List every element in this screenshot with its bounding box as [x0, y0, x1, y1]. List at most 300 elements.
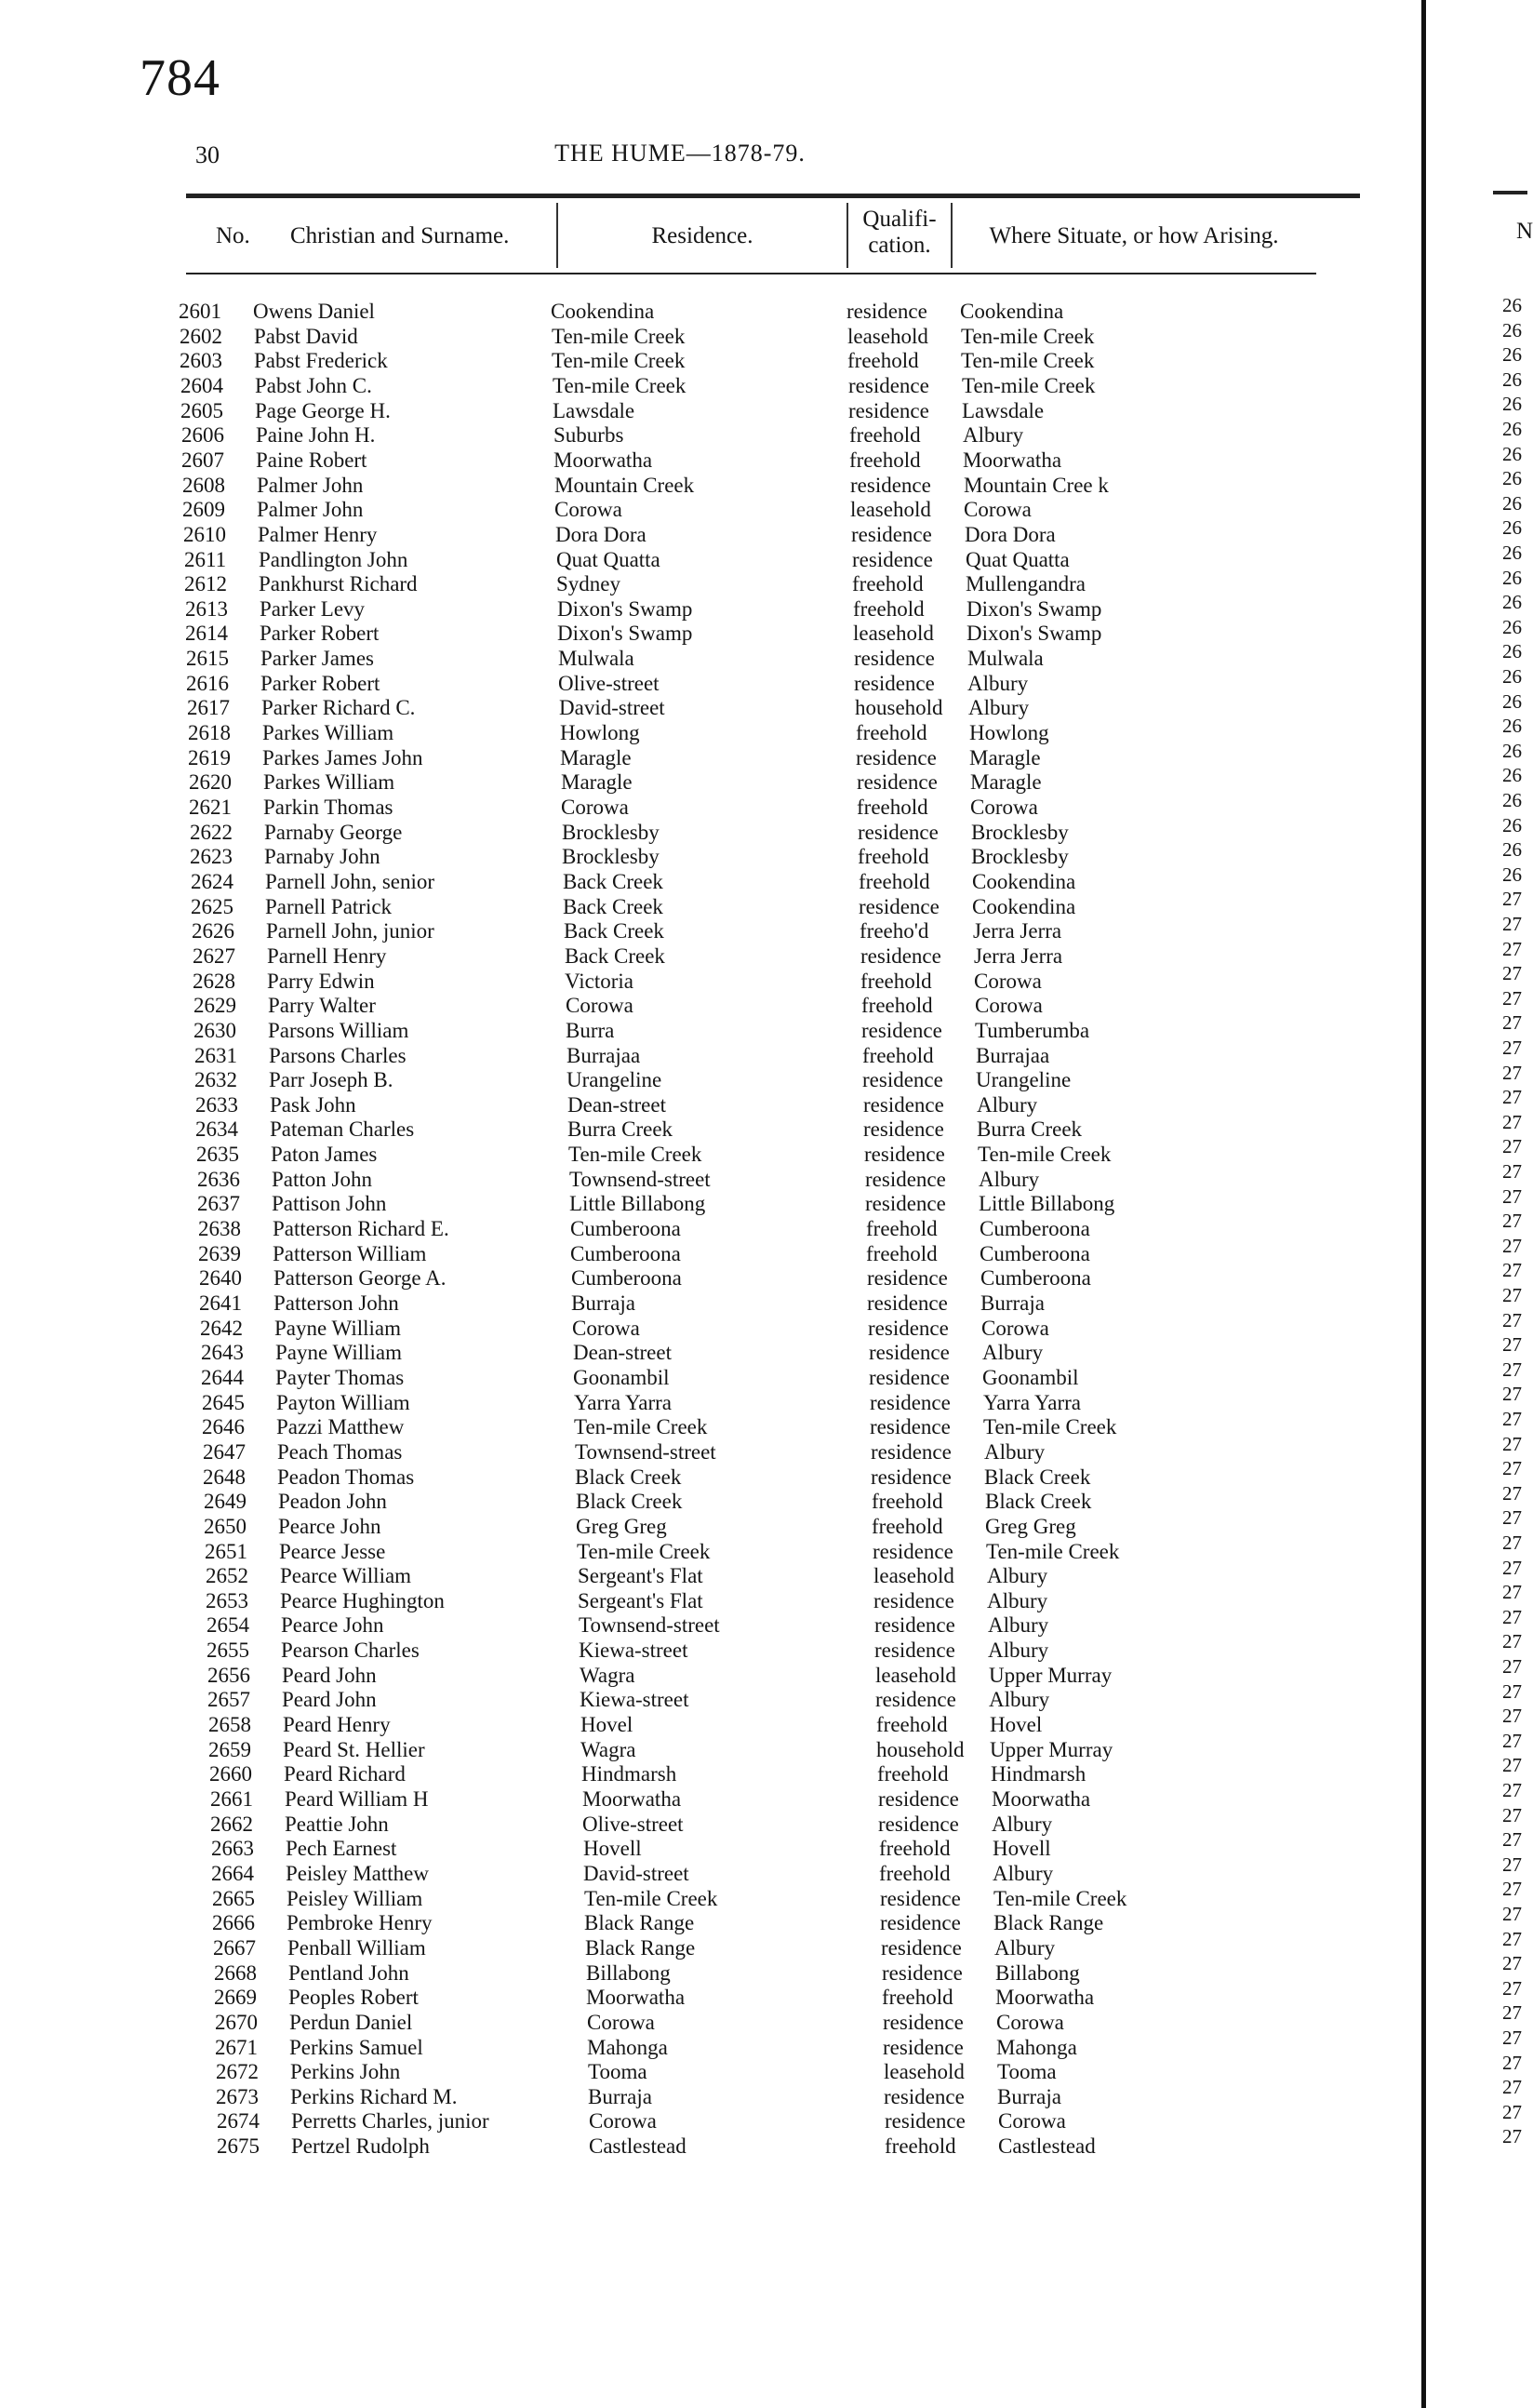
voter-where-situate: Cookendina: [972, 895, 1076, 918]
voter-qualification: freehold: [849, 423, 921, 447]
voter-qualification: residence: [857, 770, 938, 794]
next-page-number-fragment: 27: [1502, 1210, 1522, 1232]
column-header-qualification: [848, 207, 951, 259]
next-page-number-fragment: 27: [1502, 1655, 1522, 1678]
voter-where-situate: Cumberoona: [980, 1242, 1090, 1265]
voter-residence: Corowa: [587, 2011, 655, 2034]
voter-number: 2665: [212, 1887, 255, 1910]
voter-number: 2659: [208, 1738, 251, 1761]
voter-where-situate: Mullengandra: [966, 572, 1086, 595]
voter-name: Parkes William: [263, 770, 395, 794]
next-page-number-fragment: 27: [1502, 1135, 1522, 1157]
next-page-number-fragment: 27: [1502, 1433, 1522, 1455]
voter-name: Parker Richard C.: [261, 696, 416, 719]
voter-name: Parnell John, senior: [265, 870, 435, 893]
voter-where-situate: Corowa: [998, 2109, 1066, 2133]
voter-number: 2618: [188, 721, 231, 744]
page-title: THE HUME—1878-79.: [554, 140, 806, 167]
voter-number: 2616: [186, 672, 229, 695]
voter-where-situate: Albury: [977, 1093, 1038, 1117]
voter-where-situate: Black Creek: [984, 1465, 1091, 1489]
voter-where-situate: Cumberoona: [980, 1217, 1090, 1240]
next-page-number-fragment: 27: [1502, 1606, 1522, 1628]
voter-qualification: residence: [880, 1911, 961, 1934]
voter-qualification: residence: [873, 1589, 954, 1612]
voter-qualification: residence: [884, 2085, 965, 2108]
header-top-rule: [186, 194, 1360, 198]
voter-name: Penball William: [287, 1936, 426, 1960]
voter-qualification: freehold: [876, 1713, 948, 1736]
voter-residence: Black Creek: [576, 1490, 683, 1513]
voter-qualification: residence: [846, 300, 927, 323]
voter-qualification: residence: [870, 1391, 951, 1414]
next-page-number-fragment: 27: [1502, 1086, 1522, 1108]
voter-name: Parker Robert: [260, 622, 380, 645]
voter-name: Payton William: [276, 1391, 410, 1414]
next-page-number-fragment: 27: [1502, 1680, 1522, 1703]
voter-qualification: residence: [881, 1936, 962, 1960]
voter-number: 2646: [202, 1415, 245, 1438]
voter-where-situate: Brocklesby: [971, 821, 1069, 844]
next-page-number-fragment: 27: [1502, 2076, 1522, 2098]
next-page-number-fragment: 26: [1502, 591, 1522, 613]
voter-residence: Brocklesby: [562, 821, 660, 844]
voter-number: 2619: [188, 746, 231, 769]
voter-where-situate: Tooma: [997, 2060, 1057, 2083]
voter-residence: Cumberoona: [571, 1266, 682, 1290]
section-mark: 30: [195, 141, 220, 168]
voter-number: 2601: [179, 300, 221, 323]
voter-where-situate: Urangeline: [976, 1068, 1072, 1091]
voter-where-situate: Dixon's Swamp: [966, 622, 1102, 645]
voter-qualification: residence: [850, 474, 931, 497]
next-page-header-rule: [1493, 191, 1527, 194]
voter-where-situate: Maragle: [970, 770, 1042, 794]
voter-qualification: freehold: [853, 597, 925, 621]
voter-residence: Back Creek: [563, 895, 663, 918]
voter-qualification: residence: [867, 1266, 948, 1290]
voter-name: Owens Daniel: [253, 300, 375, 323]
voter-qualification: freehold: [861, 994, 933, 1017]
next-page-number-fragment: 27: [1502, 2125, 1522, 2147]
voter-name: Pembroke Henry: [287, 1911, 433, 1934]
next-page-number-fragment: 27: [1502, 1235, 1522, 1257]
voter-qualification: residence: [863, 1117, 944, 1141]
next-page-number-fragment: 27: [1502, 1779, 1522, 1801]
voter-residence: Goonambil: [573, 1366, 670, 1389]
voter-name: Pearce William: [280, 1564, 412, 1587]
next-page-number-fragment: 27: [1502, 1383, 1522, 1405]
next-page-number-fragment: 27: [1502, 2001, 1522, 2024]
voter-residence: Sergeant's Flat: [578, 1589, 703, 1612]
voter-number: 2643: [201, 1341, 244, 1364]
voter-number: 2674: [217, 2109, 260, 2133]
voter-qualification: residence: [865, 1168, 946, 1191]
voter-where-situate: Dora Dora: [965, 523, 1056, 546]
voter-name: Pabst John C.: [255, 374, 372, 397]
voter-name: Pentland John: [288, 1961, 409, 1985]
voter-qualification: residence: [854, 672, 935, 695]
voter-residence: Corowa: [554, 498, 622, 521]
voter-qualification: household: [876, 1738, 965, 1761]
voter-number: 2644: [201, 1366, 244, 1389]
next-page-number-fragment: 27: [1502, 1358, 1522, 1381]
voter-where-situate: Black Creek: [985, 1490, 1092, 1513]
voter-where-situate: Albury: [963, 423, 1024, 447]
voter-where-situate: Ten-mile Creek: [978, 1143, 1112, 1166]
voter-number: 2636: [197, 1168, 240, 1191]
voter-qualification: freehold: [879, 1862, 951, 1885]
voter-number: 2640: [199, 1266, 242, 1290]
voter-number: 2669: [214, 1986, 257, 2009]
voter-name: Parker Robert: [260, 672, 380, 695]
voter-qualification: leasehold: [850, 498, 931, 521]
voter-where-situate: Albury: [988, 1639, 1049, 1662]
voter-name: Parnell John, junior: [266, 919, 434, 943]
column-header-qualification-line2: cation.: [868, 233, 931, 258]
voter-name: Paine Robert: [256, 448, 367, 472]
voter-where-situate: Albury: [988, 1613, 1049, 1637]
voter-qualification: residence: [864, 1143, 945, 1166]
voter-where-situate: Burra Creek: [977, 1117, 1083, 1141]
voter-name: Palmer Henry: [258, 523, 378, 546]
next-page-number-fragment: 27: [1502, 1284, 1522, 1306]
voter-number: 2672: [216, 2060, 259, 2083]
next-page-number-fragment: 26: [1502, 443, 1522, 465]
voter-residence: Corowa: [566, 994, 633, 1017]
next-page-number-fragment: 27: [1502, 1804, 1522, 1826]
voter-where-situate: Cookendina: [972, 870, 1076, 893]
voter-qualification: residence: [860, 944, 941, 968]
next-page-header-fragment: N: [1516, 219, 1533, 244]
voter-number: 2617: [187, 696, 230, 719]
voter-number: 2609: [182, 498, 225, 521]
voter-residence: Dixon's Swamp: [557, 622, 693, 645]
voter-name: Peisley Matthew: [286, 1862, 429, 1885]
voter-number: 2656: [207, 1664, 250, 1687]
next-page-number-fragment: 27: [1502, 2101, 1522, 2123]
voter-qualification: freehold: [856, 721, 927, 744]
voter-name: Peadon Thomas: [277, 1465, 415, 1489]
voter-where-situate: Albury: [989, 1688, 1050, 1711]
next-page-number-fragment: 27: [1502, 1037, 1522, 1059]
voter-number: 2654: [207, 1613, 249, 1637]
next-page-number-fragment: 27: [1502, 1259, 1522, 1281]
voter-qualification: residence: [883, 2036, 964, 2059]
voter-qualification: freehold: [877, 1762, 949, 1786]
voter-where-situate: Ten-mile Creek: [962, 374, 1096, 397]
voter-number: 2608: [182, 474, 225, 497]
voter-where-situate: Albury: [994, 1936, 1056, 1960]
voter-residence: Hovell: [583, 1837, 642, 1860]
voter-where-situate: Ten-mile Creek: [961, 349, 1095, 372]
next-page-number-fragment: 26: [1502, 838, 1522, 861]
voter-residence: Black Creek: [575, 1465, 682, 1489]
voter-where-situate: Albury: [987, 1564, 1048, 1587]
voter-qualification: freehold: [882, 1986, 953, 2009]
voter-qualification: residence: [883, 2011, 964, 2034]
voter-where-situate: Howlong: [969, 721, 1049, 744]
voter-residence: Cumberoona: [570, 1217, 681, 1240]
voter-name: Pabst Frederick: [254, 349, 388, 372]
voter-residence: David-street: [583, 1862, 689, 1885]
next-page-number-fragment: 26: [1502, 567, 1522, 589]
voter-number: 2622: [190, 821, 233, 844]
voter-qualification: residence: [873, 1540, 953, 1563]
voter-name: Pech Earnest: [286, 1837, 397, 1860]
voter-residence: Ten-mile Creek: [552, 325, 686, 348]
voter-qualification: residence: [856, 746, 937, 769]
next-page-number-fragment: 27: [1502, 1705, 1522, 1727]
voter-number: 2671: [215, 2036, 258, 2059]
voter-name: Palmer John: [257, 498, 364, 521]
voter-name: Parkes James John: [262, 746, 423, 769]
next-page-number-fragment: 27: [1502, 1928, 1522, 1950]
voter-qualification: freehold: [872, 1490, 943, 1513]
voter-residence: Olive-street: [582, 1813, 684, 1836]
voter-where-situate: Corowa: [974, 970, 1042, 993]
voter-residence: Ten-mile Creek: [553, 374, 687, 397]
voter-residence: Townsend-street: [569, 1168, 711, 1191]
voter-qualification: residence: [848, 374, 929, 397]
voter-residence: Ten-mile Creek: [552, 349, 686, 372]
voter-where-situate: Albury: [982, 1341, 1044, 1364]
voter-qualification: freehold: [872, 1515, 943, 1538]
voter-residence: Olive-street: [558, 672, 660, 695]
voter-number: 2645: [202, 1391, 245, 1414]
voter-residence: Kiewa-street: [580, 1688, 689, 1711]
voter-qualification: leasehold: [873, 1564, 954, 1587]
next-page-number-fragment: 27: [1502, 1828, 1522, 1851]
voter-where-situate: Burraja: [980, 1291, 1045, 1315]
voter-residence: Burra: [566, 1019, 615, 1042]
next-page-number-fragment: 26: [1502, 814, 1522, 836]
voter-number: 2614: [185, 622, 228, 645]
voter-name: Peoples Robert: [288, 1986, 419, 2009]
voter-name: Patterson William: [273, 1242, 427, 1265]
voter-number: 2637: [197, 1192, 240, 1215]
voter-where-situate: Corowa: [964, 498, 1032, 521]
next-page-number-fragment: 27: [1502, 1581, 1522, 1603]
voter-qualification: freehold: [847, 349, 919, 372]
voter-residence: Yarra Yarra: [574, 1391, 672, 1414]
voter-qualification: residence: [870, 1415, 951, 1438]
voter-where-situate: Corowa: [970, 796, 1038, 819]
voter-where-situate: Billabong: [995, 1961, 1080, 1985]
voter-name: Parker James: [260, 647, 374, 670]
voter-name: Parkes William: [262, 721, 394, 744]
voter-where-situate: Albury: [968, 696, 1030, 719]
column-header-qualification-line1: Qualifi-: [862, 207, 937, 232]
voter-name: Payne William: [275, 1341, 402, 1364]
voter-where-situate: Greg Greg: [985, 1515, 1076, 1538]
next-page-number-fragment: 27: [1502, 2052, 1522, 2074]
voter-number: 2606: [181, 423, 224, 447]
voter-name: Parnell Patrick: [265, 895, 393, 918]
voter-qualification: residence: [859, 895, 940, 918]
next-page-number-fragment: 27: [1502, 962, 1522, 984]
voter-qualification: leasehold: [853, 622, 934, 645]
next-page-number-fragment: 26: [1502, 789, 1522, 811]
voter-name: Peard John: [282, 1688, 377, 1711]
voter-number: 2649: [204, 1490, 247, 1513]
voter-number: 2632: [194, 1068, 237, 1091]
voter-where-situate: Corowa: [981, 1317, 1049, 1340]
voter-number: 2666: [212, 1911, 255, 1934]
voter-where-situate: Yarra Yarra: [983, 1391, 1081, 1414]
voter-residence: Cumberoona: [570, 1242, 681, 1265]
voter-residence: Tooma: [588, 2060, 647, 2083]
next-page-number-fragment: 27: [1502, 1062, 1522, 1084]
voter-name: Payter Thomas: [275, 1366, 405, 1389]
voter-qualification: freehold: [885, 2134, 956, 2158]
voter-qualification: household: [855, 696, 943, 719]
next-page-number-fragment: 26: [1502, 492, 1522, 515]
next-page-number-fragment: 26: [1502, 715, 1522, 737]
voter-where-situate: Cumberoona: [980, 1266, 1091, 1290]
voter-name: Pattison John: [272, 1192, 387, 1215]
voter-qualification: leasehold: [847, 325, 928, 348]
voter-residence: Billabong: [586, 1961, 671, 1985]
voter-where-situate: Albury: [987, 1589, 1048, 1612]
voter-qualification: residence: [851, 523, 932, 546]
voter-number: 2673: [216, 2085, 259, 2108]
voter-name: Patton John: [272, 1168, 372, 1191]
next-page-number-fragment: 27: [1502, 888, 1522, 910]
voter-number: 2602: [180, 325, 222, 348]
voter-residence: Burraja: [571, 1291, 635, 1315]
voter-name: Pankhurst Richard: [259, 572, 418, 595]
voter-residence: Lawsdale: [553, 399, 635, 422]
voter-number: 2605: [180, 399, 223, 422]
voter-where-situate: Albury: [993, 1862, 1054, 1885]
voter-name: Peard Henry: [283, 1713, 391, 1736]
voter-residence: Wagra: [580, 1738, 636, 1761]
voter-qualification: freehold: [866, 1217, 938, 1240]
voter-number: 2633: [195, 1093, 238, 1117]
header-bottom-rule: [186, 273, 1316, 274]
voter-where-situate: Jerra Jerra: [973, 919, 1062, 943]
voter-residence: Ten-mile Creek: [574, 1415, 708, 1438]
voter-qualification: residence: [854, 647, 935, 670]
voter-name: Pearson Charles: [281, 1639, 420, 1662]
voter-number: 2639: [198, 1242, 241, 1265]
voter-where-situate: Mulwala: [967, 647, 1044, 670]
voter-qualification: residence: [863, 1093, 944, 1117]
voter-residence: Ten-mile Creek: [584, 1887, 718, 1910]
voter-qualification: residence: [871, 1440, 952, 1464]
voter-residence: Hindmarsh: [581, 1762, 677, 1786]
voter-name: Pertzel Rudolph: [291, 2134, 430, 2158]
next-page-number-fragment: 26: [1502, 294, 1522, 316]
voter-where-situate: Upper Murray: [989, 1664, 1113, 1687]
voter-name: Perkins John: [290, 2060, 401, 2083]
voter-residence: Suburbs: [553, 423, 624, 447]
voter-name: Parker Levy: [260, 597, 366, 621]
voter-number: 2624: [191, 870, 233, 893]
voter-residence: Mountain Creek: [554, 474, 695, 497]
voter-qualification: residence: [880, 1887, 961, 1910]
next-page-number-fragment: 26: [1502, 368, 1522, 391]
voter-where-situate: Upper Murray: [990, 1738, 1113, 1761]
page-number: 784: [140, 49, 220, 107]
voter-name: Paine John H.: [256, 423, 376, 447]
voter-name: Paton James: [271, 1143, 378, 1166]
voter-where-situate: Cookendina: [960, 300, 1064, 323]
next-page-number-fragment: 26: [1502, 640, 1522, 662]
voter-number: 2613: [185, 597, 228, 621]
voter-qualification: residence: [874, 1639, 955, 1662]
voter-number: 2663: [211, 1837, 254, 1860]
voter-where-situate: Moorwatha: [963, 448, 1062, 472]
next-page-number-fragment: 27: [1502, 1309, 1522, 1331]
voter-where-situate: Tumberumba: [975, 1019, 1090, 1042]
voter-name: Peard William H: [285, 1787, 429, 1811]
voter-residence: Greg Greg: [576, 1515, 667, 1538]
next-page-number-fragment: 26: [1502, 393, 1522, 415]
voter-number: 2650: [204, 1515, 247, 1538]
next-page-number-fragment: 26: [1502, 319, 1522, 341]
voter-residence: Castlestead: [589, 2134, 687, 2158]
voter-residence: Victoria: [565, 970, 633, 993]
next-page-number-fragment: 26: [1502, 665, 1522, 688]
voter-residence: Brocklesby: [562, 845, 660, 868]
next-page-number-fragment: 27: [1502, 1878, 1522, 1900]
next-page-number-fragment: 26: [1502, 516, 1522, 539]
next-page-number-fragment: 27: [1502, 1011, 1522, 1034]
voter-residence: Kiewa-street: [579, 1639, 688, 1662]
voter-where-situate: Quat Quatta: [966, 548, 1070, 571]
voter-name: Parr Joseph B.: [269, 1068, 393, 1091]
voter-where-situate: Maragle: [969, 746, 1041, 769]
voter-number: 2668: [214, 1961, 257, 1985]
voter-number: 2651: [205, 1540, 247, 1563]
voter-residence: Little Billabong: [569, 1192, 706, 1215]
voter-number: 2641: [199, 1291, 242, 1315]
voter-qualification: freehold: [860, 970, 932, 993]
voter-qualification: freehold: [858, 845, 929, 868]
voter-qualification: residence: [875, 1688, 956, 1711]
voter-residence: Quat Quatta: [556, 548, 660, 571]
next-page-number-fragment: 27: [1502, 1557, 1522, 1579]
voter-qualification: residence: [874, 1613, 955, 1637]
voter-name: Parnaby George: [264, 821, 403, 844]
voter-qualification: freehold: [849, 448, 921, 472]
voter-residence: Black Range: [584, 1911, 695, 1934]
voter-number: 2628: [193, 970, 235, 993]
voter-number: 2642: [200, 1317, 243, 1340]
voter-number: 2615: [186, 647, 229, 670]
voter-name: Peard Richard: [284, 1762, 406, 1786]
next-page-number-fragment: 27: [1502, 1754, 1522, 1776]
next-page-number-fragment: 27: [1502, 1333, 1522, 1356]
voter-number: 2653: [206, 1589, 248, 1612]
voter-qualification: residence: [885, 2109, 966, 2133]
voter-name: Parsons Charles: [269, 1044, 407, 1067]
voter-number: 2620: [189, 770, 232, 794]
voter-number: 2634: [195, 1117, 238, 1141]
voter-where-situate: Corowa: [975, 994, 1043, 1017]
column-header-name: Christian and Surname.: [290, 223, 510, 248]
voter-qualification: residence: [861, 1019, 942, 1042]
voter-name: Pask John: [270, 1093, 356, 1117]
voter-residence: Corowa: [561, 796, 629, 819]
voter-where-situate: Brocklesby: [971, 845, 1069, 868]
voter-where-situate: Little Billabong: [979, 1192, 1115, 1215]
voter-qualification: residence: [848, 399, 929, 422]
voter-where-situate: Lawsdale: [962, 399, 1045, 422]
voter-number: 2652: [206, 1564, 248, 1587]
